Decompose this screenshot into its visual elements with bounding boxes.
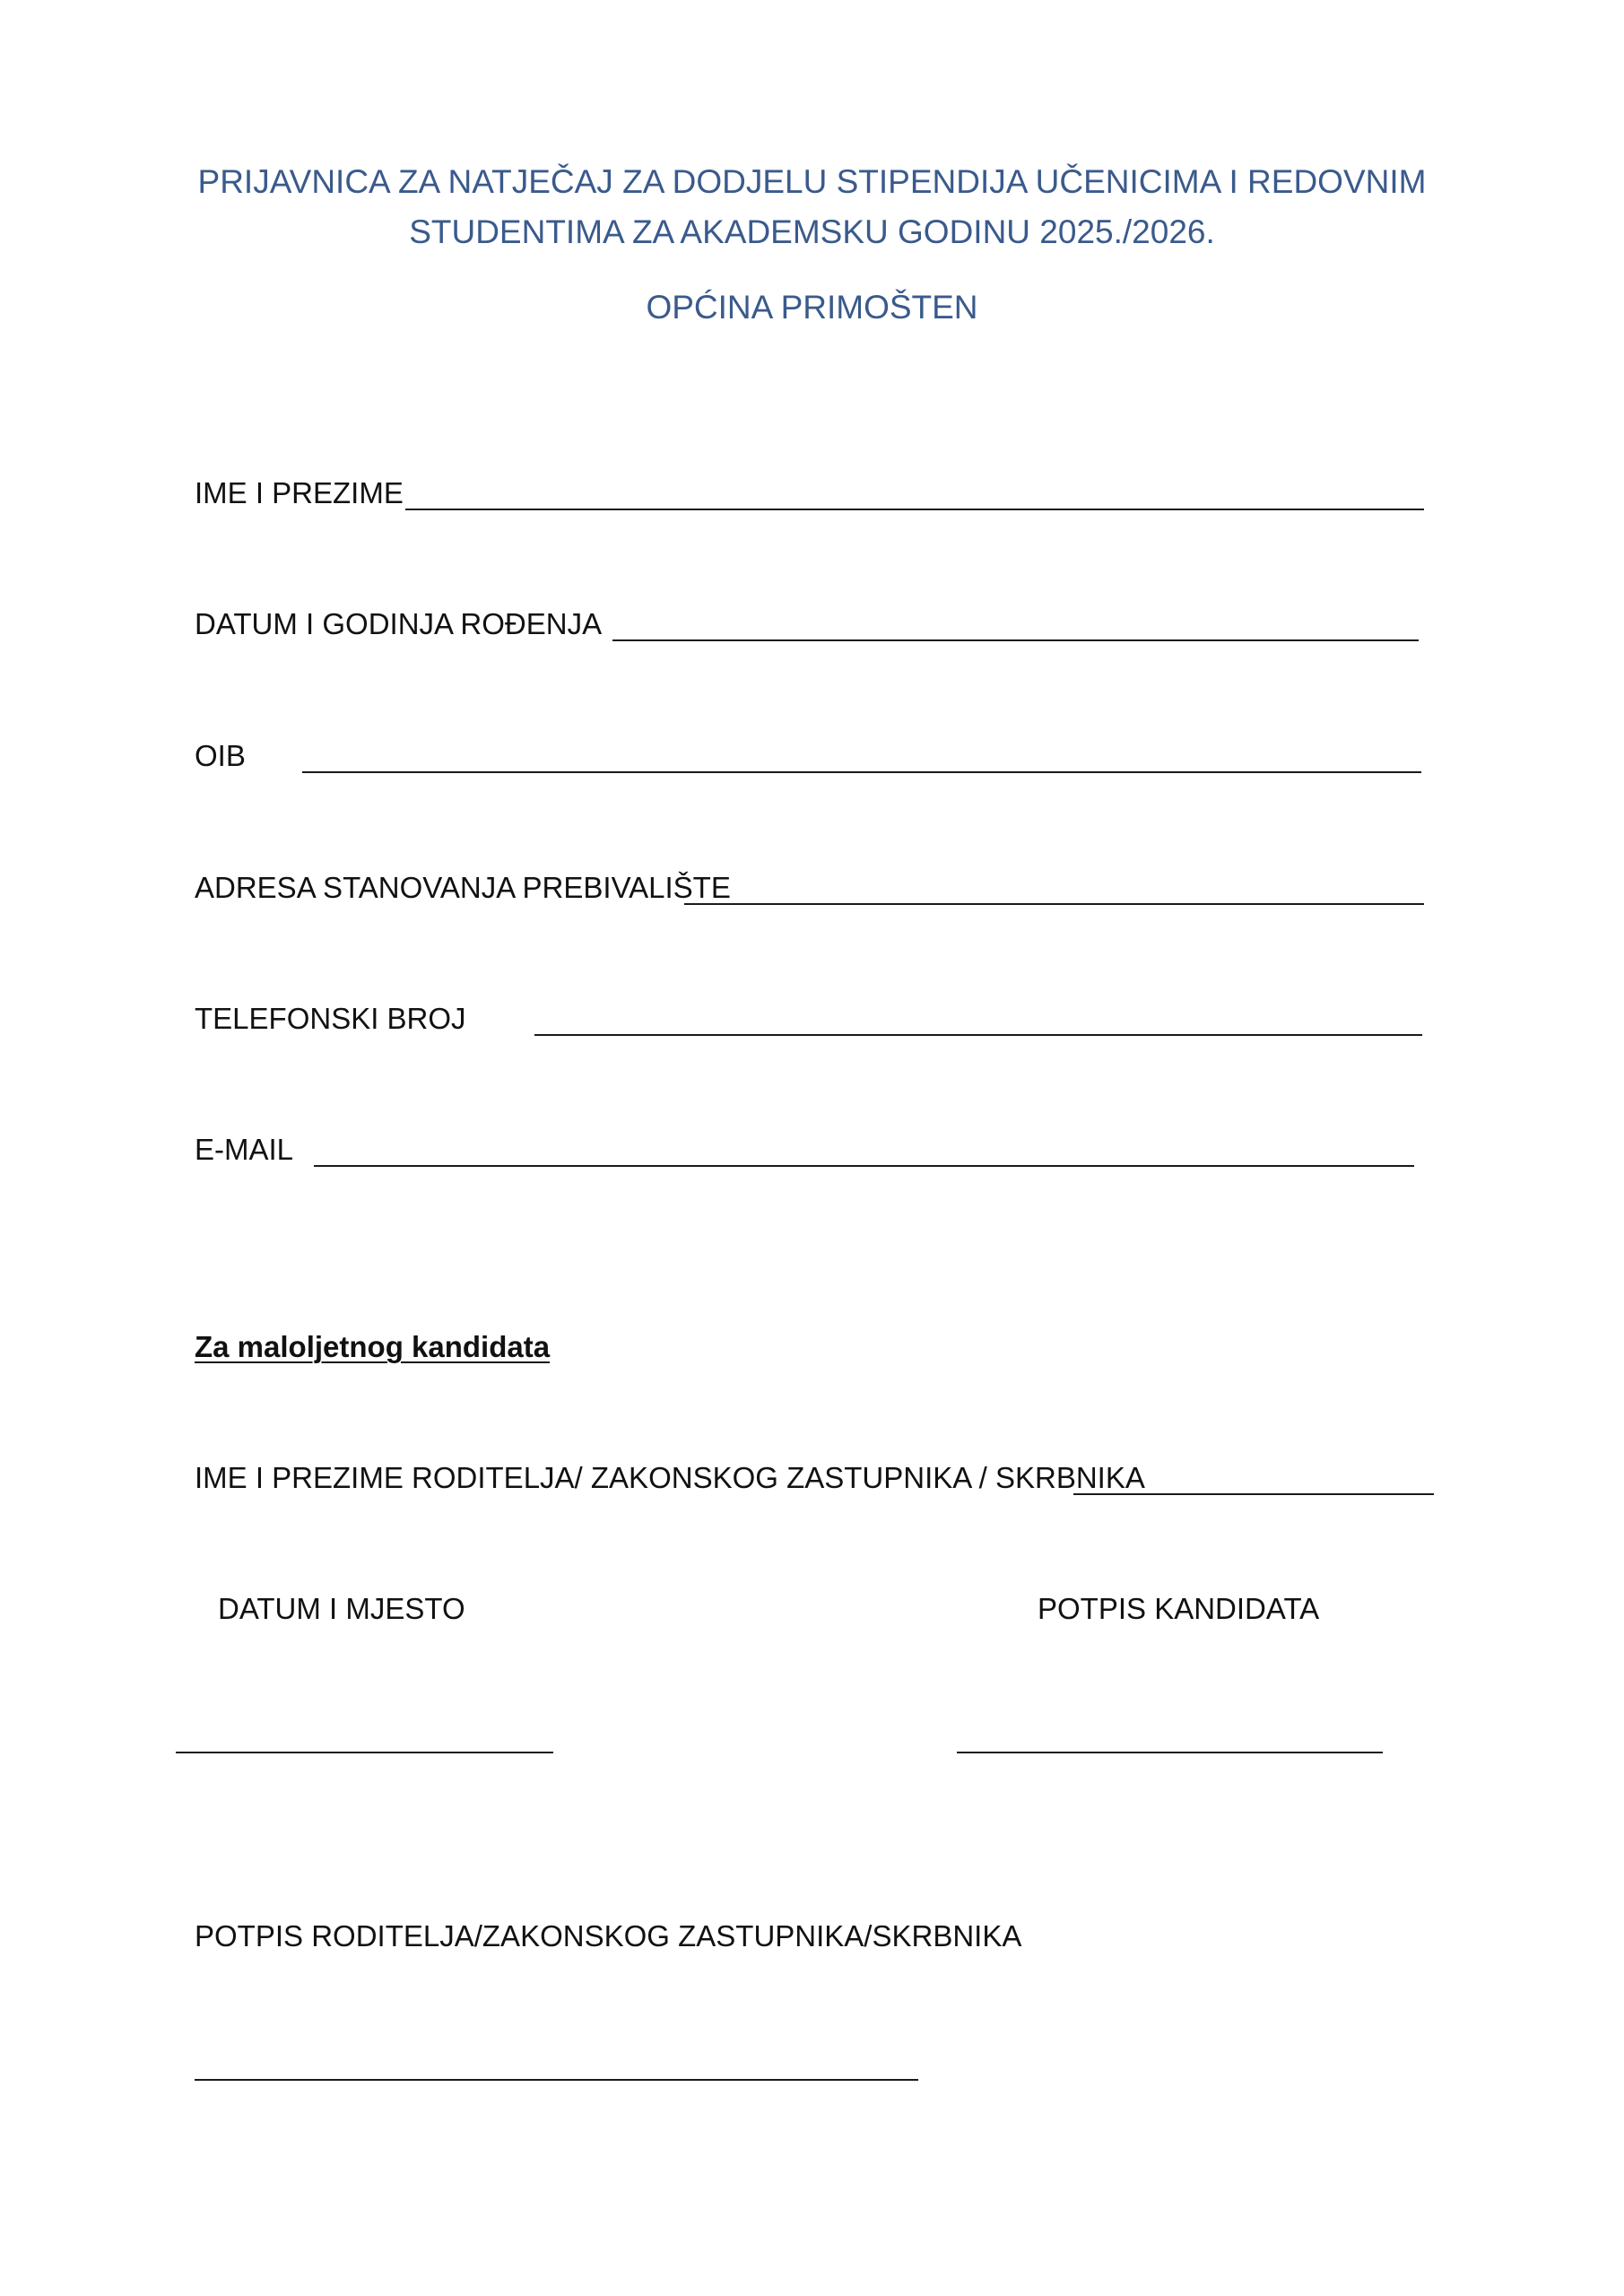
candidate-signature-label: POTPIS KANDIDATA xyxy=(1038,1592,1320,1625)
date-place-field-line[interactable] xyxy=(176,1752,553,1753)
phone-field-line[interactable] xyxy=(534,1034,1422,1036)
date-place-label: DATUM I MJESTO xyxy=(218,1592,465,1625)
parent-signature-label: POTPIS RODITELJA/ZAKONSKOG ZASTUPNIKA/SKRBNIKA xyxy=(195,1919,1022,1952)
name-field-line[interactable] xyxy=(405,509,1424,510)
form-title-line-2: STUDENTIMA ZA AKADEMSKU GODINU 2025./2026. xyxy=(409,213,1215,250)
municipality-name: OPĆINA PRIMOŠTEN xyxy=(646,289,978,326)
parent-name-label: IME I PREZIME RODITELJA/ ZAKONSKOG ZASTUPNIKA / SKRBNIKA xyxy=(195,1461,1145,1494)
oib-field-line[interactable] xyxy=(302,771,1421,773)
birth-date-field-line[interactable] xyxy=(612,639,1419,641)
email-label: E-MAIL xyxy=(195,1133,294,1166)
address-field-line[interactable] xyxy=(684,903,1424,905)
form-title-line-1: PRIJAVNICA ZA NATJEČAJ ZA DODJELU STIPENDIJA UČENICIMA I REDOVNIM xyxy=(197,163,1427,200)
oib-label: OIB xyxy=(195,739,246,772)
name-label: IME I PREZIME xyxy=(195,476,404,509)
phone-label: TELEFONSKI BROJ xyxy=(195,1002,466,1035)
address-label: ADRESA STANOVANJA PREBIVALIŠTE xyxy=(195,871,731,904)
parent-name-field-line[interactable] xyxy=(1073,1493,1434,1495)
birth-date-label: DATUM I GODINJA ROĐENJA xyxy=(195,607,603,640)
minor-section-heading: Za maloljetnog kandidata xyxy=(195,1330,551,1363)
email-field-line[interactable] xyxy=(314,1165,1414,1167)
candidate-signature-line[interactable] xyxy=(957,1752,1383,1753)
parent-signature-line[interactable] xyxy=(195,2079,918,2081)
